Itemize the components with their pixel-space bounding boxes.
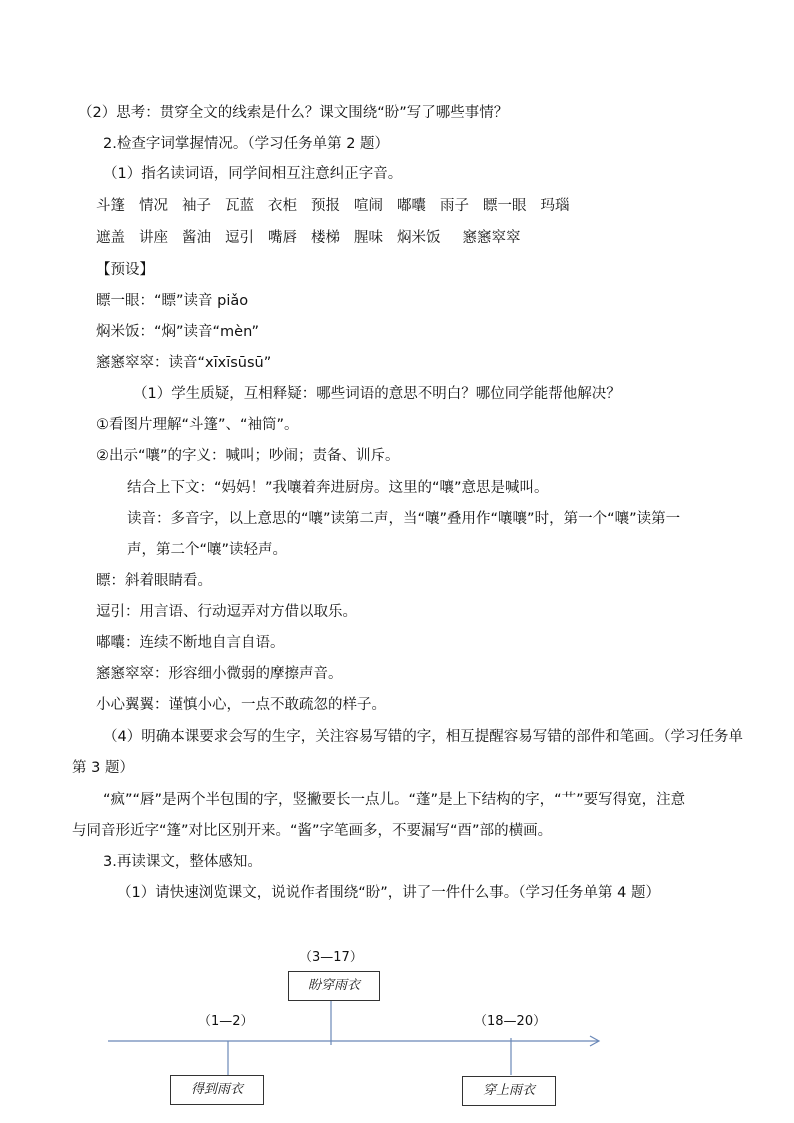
preset-heading: 【预设】 [96,262,154,278]
word: 逗引 [225,230,254,246]
word: 斗篷 [96,198,125,214]
left-stage-box: 得到雨衣 [170,1075,264,1105]
definition-item: 瞟：斜着眼睛看。 [96,573,212,589]
word: 瓦蓝 [225,198,254,214]
word: 瞟一眼 [483,198,527,214]
word: 嘴唇 [268,230,297,246]
timeline-diagram [0,930,794,1123]
word: 衣柜 [268,198,297,214]
question-2: （2）思考：贯穿全文的线索是什么？课文围绕“盼”写了哪些事情？ [78,105,509,121]
word: 焖米饭 [397,230,441,246]
word: 袖子 [182,198,211,214]
word: 楼梯 [311,230,340,246]
top-range-label: （3—17） [299,950,363,965]
word: 嘟囔 [397,198,426,214]
definition-item: 逗引：用言语、行动逗弄对方借以取乐。 [96,604,357,620]
right-stage-box: 穿上雨衣 [462,1076,556,1106]
word: 情况 [139,198,168,214]
section-2-title: 2.检查字词掌握情况。（学习任务单第 2 题） [103,136,390,152]
section-3-item-1: （1）请快速浏览课文，说说作者围绕“盼”，讲了一件什么事。（学习任务单第 4 题） [117,885,660,901]
word: 雨子 [440,198,469,214]
word: 玛瑙 [540,198,570,214]
clarification-item: 结合上下文：“妈妈！”我嚷着奔进厨房。这里的“嚷”意思是喊叫。 [127,480,549,496]
word-list-row-2 [96,228,535,248]
word: 遮盖 [96,230,125,246]
explanation: “疯”“唇”是两个半包围的字，竖撇要长一点儿。“蓬”是上下结构的字，“艹”要写得宽，注意 [103,792,686,808]
word: 腥味 [354,230,383,246]
word: 窸窸窣窣 [462,230,521,246]
right-range-label: （18—20） [474,1014,547,1029]
preset-item: 焖米饭：“焖”读音“mèn” [96,324,259,340]
question-4-cont: 第 3 题） [72,760,134,776]
timeline-lines [0,930,794,1123]
definition-item: 小心翼翼：谨慎小心，一点不敢疏忽的样子。 [96,697,386,713]
word: 讲座 [139,230,168,246]
preset-item: 窸窸窣窣：读音“xīxīsūsū” [96,355,272,371]
question-4: （4）明确本课要求会写的生字，关注容易写错的字，相互提醒容易写错的部件和笔画。（学习任务单 [103,729,743,745]
section-3-title: 3.再读课文，整体感知。 [103,854,262,870]
definition-item: 窸窸窣窣：形容细小微弱的摩擦声音。 [96,666,343,682]
word: 预报 [311,198,340,214]
definition-item: 嘟囔：连续不断地自言自语。 [96,635,285,651]
clarification-item: 读音：多音字，以上意思的“嚷”读第二声，当“嚷”叠用作“嚷嚷”时，第一个“嚷”读第一 [127,511,681,527]
left-range-label: （1—2） [198,1014,254,1029]
clarification-item: ①看图片理解“斗篷”、“袖筒”。 [96,417,299,433]
word-list-row-1 [96,196,584,216]
word: 喧闹 [354,198,383,214]
section-2-item-1: （1）指名读词语，同学间相互注意纠正字音。 [103,166,403,182]
preset-item: 瞟一眼：“瞟”读音 piǎo [96,293,249,309]
clarification-item: ②出示“嚷”的字义：喊叫；吵闹；责备、训斥。 [96,448,400,464]
clarification-item: 声，第二个“嚷”读轻声。 [127,542,288,558]
question-1b: （1）学生质疑，互相释疑：哪些词语的意思不明白？哪位同学能帮他解决？ [133,386,621,402]
top-stage-box: 盼穿雨衣 [288,971,380,1001]
explanation-cont: 与同音形近字“篷”对比区别开来。“酱”字笔画多，不要漏写“酉”部的横画。 [72,823,553,839]
word: 酱油 [182,230,211,246]
